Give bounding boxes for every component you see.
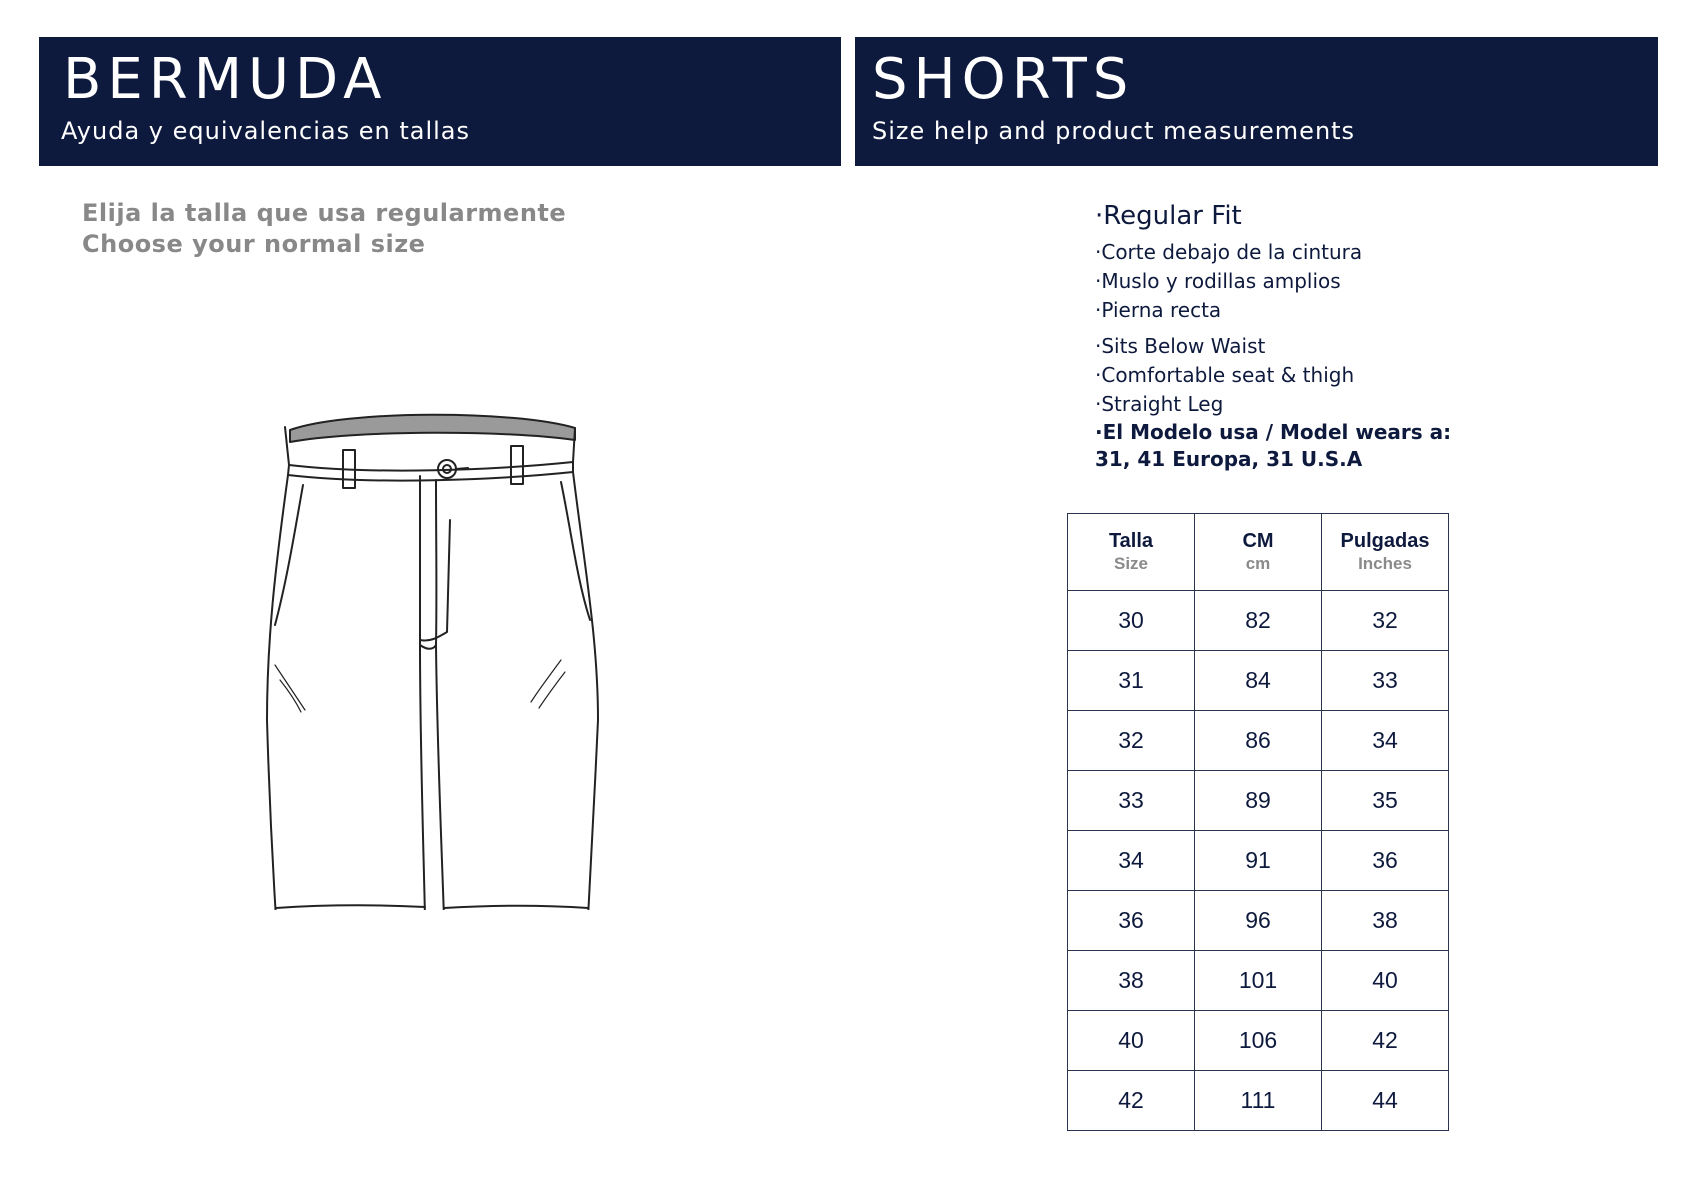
- inches-cell: 36: [1322, 831, 1449, 891]
- size-table: [1067, 513, 1449, 1131]
- feature-item: ·Pierna recta: [1095, 298, 1222, 322]
- cm-cell: 86: [1195, 711, 1322, 771]
- inches-cell: 32: [1322, 591, 1449, 651]
- inches-cell: 35: [1322, 771, 1449, 831]
- inches-cell: 34: [1322, 711, 1449, 771]
- header-sub: cm: [1245, 554, 1271, 573]
- size-cell: 38: [1068, 951, 1195, 1011]
- size-cell: 33: [1068, 771, 1195, 831]
- inches-cell: 33: [1322, 651, 1449, 711]
- cm-cell: 111: [1195, 1071, 1322, 1131]
- inches-cell: 38: [1322, 891, 1449, 951]
- size-cell: 42: [1068, 1071, 1195, 1131]
- table-row: [1068, 1071, 1449, 1131]
- header-sub: Size: [1113, 554, 1149, 573]
- bermuda-shorts-illustration-icon: [255, 410, 605, 910]
- size-cell: 36: [1068, 891, 1195, 951]
- cm-cell: 82: [1195, 591, 1322, 651]
- header-cell-cm: [1195, 514, 1322, 591]
- header-cell-talla: [1068, 514, 1195, 591]
- banner-title: SHORTS: [872, 47, 1135, 112]
- header-banner-shorts: [855, 37, 1658, 166]
- choose-size-english: Choose your normal size: [82, 230, 426, 258]
- size-cell: 30: [1068, 591, 1195, 651]
- cm-cell: 101: [1195, 951, 1322, 1011]
- cm-cell: 89: [1195, 771, 1322, 831]
- size-table-header-row: [1068, 514, 1449, 591]
- fit-features: [1095, 198, 1451, 473]
- table-row: [1068, 1011, 1449, 1071]
- size-cell: 34: [1068, 831, 1195, 891]
- cm-cell: 106: [1195, 1011, 1322, 1071]
- cm-cell: 91: [1195, 831, 1322, 891]
- feature-item: ·Comfortable seat & thigh: [1095, 363, 1355, 387]
- table-row: [1068, 891, 1449, 951]
- inches-cell: 42: [1322, 1011, 1449, 1071]
- header-banner-bermuda: [39, 37, 841, 166]
- feature-item: ·Muslo y rodillas amplios: [1095, 269, 1341, 293]
- cm-cell: 96: [1195, 891, 1322, 951]
- feature-item: ·Corte debajo de la cintura: [1095, 240, 1363, 264]
- cm-cell: 84: [1195, 651, 1322, 711]
- model-wears-value: 31, 41 Europa, 31 U.S.A: [1095, 447, 1363, 471]
- table-row: [1068, 591, 1449, 651]
- header-sub: Inches: [1358, 554, 1412, 573]
- feature-item: ·Sits Below Waist: [1095, 334, 1266, 358]
- table-row: [1068, 771, 1449, 831]
- table-row: [1068, 831, 1449, 891]
- table-row: [1068, 951, 1449, 1011]
- table-row: [1068, 651, 1449, 711]
- choose-size-spanish: Elija la talla que usa regularmente: [82, 199, 567, 227]
- header-main: Pulgadas: [1340, 530, 1430, 552]
- choose-size-instruction: [82, 198, 566, 260]
- header-main: Talla: [1108, 530, 1154, 552]
- banner-subtitle: Size help and product measurements: [872, 117, 1356, 145]
- table-row: [1068, 711, 1449, 771]
- banner-subtitle: Ayuda y equivalencias en tallas: [61, 117, 471, 145]
- size-cell: 32: [1068, 711, 1195, 771]
- model-wears-label: ·El Modelo usa / Model wears a:: [1095, 420, 1452, 444]
- inches-cell: 40: [1322, 951, 1449, 1011]
- size-cell: 31: [1068, 651, 1195, 711]
- header-cell-pulgadas: [1322, 514, 1449, 591]
- banner-title: BERMUDA: [63, 47, 388, 112]
- header-main: CM: [1242, 530, 1274, 552]
- fit-heading: ·Regular Fit: [1095, 201, 1242, 231]
- size-cell: 40: [1068, 1011, 1195, 1071]
- feature-item: ·Straight Leg: [1095, 392, 1224, 416]
- inches-cell: 44: [1322, 1071, 1449, 1131]
